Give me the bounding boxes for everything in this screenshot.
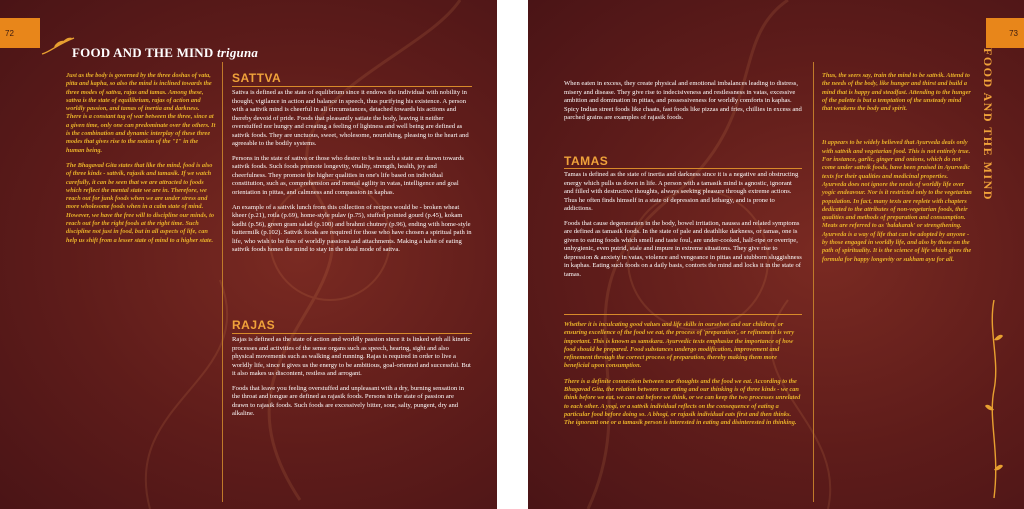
page-gutter — [497, 0, 528, 509]
tamas-heading: TAMAS — [564, 154, 609, 168]
heading-rule — [564, 168, 802, 169]
leaf-flourish-icon — [40, 34, 76, 58]
right-page — [528, 0, 1024, 509]
page-number-tab — [0, 18, 40, 48]
rajas-paragraph: Foods that leave you feeling overstuffed and unpleasant with a dry, burning sensation in the throat and tongue are defined as rajasik foods. Persons in the state of passion are drawn to rajasik foods. Such foods are excessively bitter, sour, salty, pungent, dry and alkaline. — [232, 384, 465, 418]
tamas-paragraph: Foods that cause degeneration in the body, bowel irritation, nausea and related symptoms are defined as tamasik foods. In the state of pale and deathlike darkness, or tamas, one is given to eating foods which smell and taste foul, are under-cooked, half-ripe or overripe, unhygienic, even putrid, stale and impure in extreme situations. They give rise to depression & anxiety in vatas, violence and vengeance in pittas and stubborn sluggishness in kaphas. Eating such foods on a daily basis, contorts the mind and locks it in the state of tamas. — [564, 219, 802, 279]
rajas-paragraph: When eaten in excess, they create physical and emotional imbalances leading to distress, misery and disease. They give rise to indecisiveness and restlessness in vatas, excessive ambition and domination in pittas, and possessiveness for worldly comforts in kaphas. Spicy Indian street foods like chaats, fast foods like pizzas and fries, chillies in excess and parched grains are examples of rajasik foods. — [564, 80, 802, 122]
heading-rule — [232, 86, 472, 87]
intro-paragraph: Just as the body is governed by the three doshas of vata, pitta and kapha, so also the mind is inclined towards the three modes of sattva, rajas and tamas. Among these, sattva is the state of equilibrium, rajas of action and worldly passion, and tamas of inertia and darkness. There is a constant tug of war between the three, since at a given time, only one can predominate over the others. It is the combination and dynamic interplay of these three modes that gives rise to the notion of the "I" in the human being. — [66, 72, 216, 154]
intro-paragraph: The Bhagavad Gita states that like the mind, food is also of three kinds - sattvik, rajasik and tamasik. If we watch carefully, it can be seen that we are attracted to foods which reflect the mental state we are in. Therefore, we reach out for junk foods when we are under stress and more wholesome foods when in a calm state of mind. However, we have the free will to discipline our minds, to reach out for the right foods at the right time. Such discipline not just in food, but in all aspects of life, can help us shift from a lesser state of mind to a higher state. — [66, 161, 214, 244]
page-title — [72, 45, 258, 61]
sattva-heading: SATTVA — [232, 71, 282, 85]
side-paragraph: Thus, the seers say, train the mind to be sattvik. Attend to the needs of the body, like hunger and thirst and build a mind that is happy and steadfast. Attending to the hunger of the palette is but a temptation of the unsteady mind that weakens the body and spirit. — [822, 72, 971, 113]
page-number-tab — [986, 18, 1024, 48]
tamas-text — [564, 171, 802, 286]
rajas-paragraph: Rajas is defined as the state of action and worldly passion since it is linked with all kinetic processes and activities of the sense organs such as speech, hearing, sight and also physical movements such as walking and running. Rajas is required in order to live a worldly life, since it gives us the energy to be ambitious, goal-oriented and successful. But it also makes us discontent, restless and arrogant. — [232, 336, 471, 378]
sattva-paragraph: Sattva is defined as the state of equlibrium since it endows the individual with nobility in thought, vigilance in action and balance in speech, thus purifying his existence. A person with a sattvik mind is cheerful in all circumstances, detached towards his actions and thereby devoid of pride. Foods that pleasantly satiate the body, leaving it neither overstuffed nor hungry and creating a feeling of lightness and well being are defined as sattvik foods. They are unctuous, sweet, wholesome, nourishing, pleasing to the heart and agreeable to the bodily systems. — [232, 89, 469, 148]
closing-paragraph: Whether it is inculcating good values and life skills in ourselves and our children, or ensuring excellence of the food we eat, the process of 'preparation', or refinement is very important. This is known as samskara. Ayurvedic texts emphasize the importance of how food should be prepared. Food substances undergo modification, improvement and refinement through the correct process of preparation, thereby making them more beneficial upon consumption. — [564, 321, 795, 370]
page-number: 73 — [1009, 28, 1018, 38]
closing-paragraph: There is a definite connection between our thoughts and the food we eat. According to the Bhagavad Gita, the relation between our eating and our thinking is of three kinds - we can think before we eat, we can eat before we think, or we can keep the two processes unrelated to each other. A yogi, or a sattvik individual reflects on the consequence of eating a particular food before doing so. A bhogi, or rajasik individual eats first and then thinks. The ignorant one or a tamasik person is interested in eating and disinterested in thinking. — [564, 377, 801, 427]
vertical-vine-flourish-icon — [984, 300, 1004, 500]
rajas-heading: RAJAS — [232, 318, 276, 332]
sattva-text — [232, 89, 472, 261]
title-subtitle: triguna — [216, 45, 259, 60]
left-page — [0, 0, 497, 509]
rajas-continued-text — [564, 80, 802, 129]
vertical-running-title: FOOD AND THE MIND — [981, 48, 995, 201]
title-main: FOOD AND THE MIND — [72, 45, 214, 60]
heading-rule — [232, 333, 472, 334]
side-italic-column — [822, 72, 972, 264]
tamas-paragraph: Tamas is defined as the state of inertia and darkness since it is a negative and obstructing energy which pulls us down in life. A person with a tamasik mind is agnostic, ignorant and filled with destructive thoughts, always seeking pleasure through extreme actions. Thus he often finds himself in a state of depression and lethargy, and is prone to addictions. — [564, 171, 799, 213]
column-divider — [222, 62, 223, 502]
intro-column — [66, 72, 216, 245]
column-divider — [813, 62, 814, 502]
section-rule — [564, 314, 802, 315]
page-number: 72 — [5, 28, 14, 38]
closing-italic-column — [564, 321, 802, 428]
sattva-paragraph: An example of a sattvik lunch from this collection of recipes would be - broken wheat kheer (p.21), rotla (p.69), home-style pulav (p.75), stuffed pointed gourd (p.45), kokam kadhi (p.56), green gram salad (p.100) and brahmi chutney (p.96), ending with home-style buttermilk (p.102). Sattvik foods are required for those who have chosen a spiritual path in life, who wish to be free of worldly passions and attachments. Making a habit of eating sattvik foods hones the mind to stay in the ideal mode of sattva. — [232, 203, 472, 254]
rajas-text — [232, 336, 472, 425]
sattva-paragraph: Persons in the state of sattva or those who desire to be in such a state are drawn towards sattvik foods. Such foods promote longevity, vitality, strength, health, joy and cheerfulness. They promote the higher qualities in one's life based on individual constitution, such as, comprehension and mental agility in vatas, intelligence and goal orientation in pittas, and calmness and compassion in kaphas. — [232, 154, 464, 197]
side-paragraph: It appears to be widely believed that Ayurveda deals only with sattvik and vegetarian food. This is not entirely true. For instance, garlic, ginger and onions, which do not come under sattvik foods, have been praised in Ayurvedic texts for their qualities and medicinal properties. Ayurveda does not ignore the needs of worldly life over yogic endeavour. Nor is it restricted only to the vegetarian population. In fact, many texts are replete with chapters dedicated to the attributes of non-vegetarian foods, their qualities and methods of preparation and consumption. Meats are referred to as 'balakarak' or strengthening. Ayurveda is a way of life that can be adopted by anyone - by those engaged in worldly life, and also by those on the path of spirituality. It is the science of life which gives the formula for happy longevity or sukham ayu for all. — [822, 139, 972, 263]
